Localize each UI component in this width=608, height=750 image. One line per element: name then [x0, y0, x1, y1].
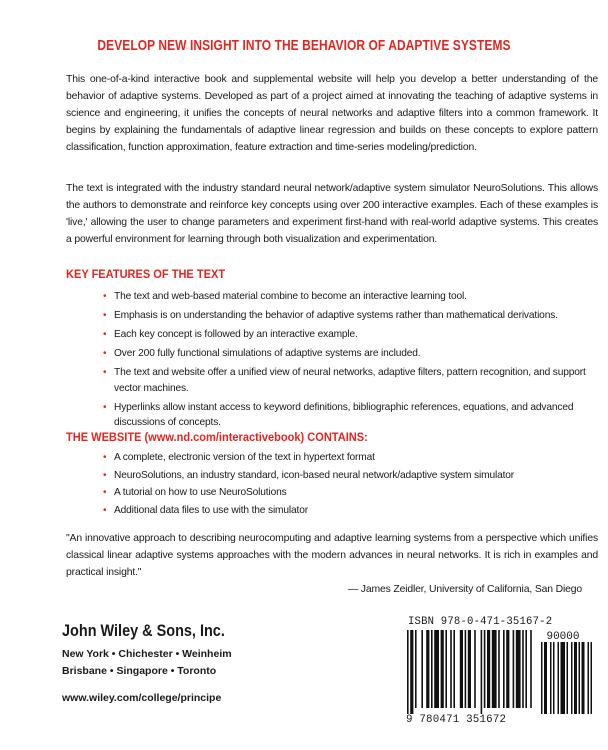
- bullet-icon: •: [103, 469, 107, 481]
- bullet-icon: •: [103, 452, 107, 463]
- list-item: [104, 327, 594, 343]
- barcode-bar: [426, 630, 429, 708]
- barcode-bar: [522, 630, 524, 708]
- barcode-bar: [525, 630, 527, 708]
- list-item: [104, 485, 594, 501]
- barcode-bar: [516, 630, 521, 708]
- feature-text: Each key concept is followed by an interactive example.: [114, 329, 358, 340]
- barcode-bar: [421, 630, 423, 708]
- barcode-bars: [407, 630, 532, 714]
- isbn-barcode: [405, 628, 595, 716]
- barcode-bar: [431, 630, 433, 708]
- addon-barcode-bar: [579, 642, 581, 714]
- barcode-bar: [460, 630, 463, 708]
- barcode-bar: [445, 630, 447, 708]
- barcode-bar: [474, 630, 476, 708]
- headline: DEVELOP NEW INSIGHT INTO THE BEHAVIOR OF ADAPTIVE SYSTEMS: [97, 38, 511, 54]
- bullet-icon: •: [103, 487, 107, 498]
- quote-attribution: — James Zeidler, University of California, San Diego: [347, 584, 582, 595]
- features-heading: KEY FEATURES OF THE TEXT: [66, 267, 226, 281]
- bullet-icon: •: [103, 310, 107, 321]
- addon-barcode-bar: [567, 642, 569, 714]
- list-item: [104, 346, 594, 362]
- bullet-icon: •: [103, 367, 107, 378]
- website-heading: THE WEBSITE (www.nd.com/interactivebook) CONTAINS:: [66, 430, 368, 444]
- bullet-icon: •: [103, 401, 107, 413]
- barcode-bar: [407, 630, 409, 714]
- barcode-bar: [434, 630, 439, 708]
- addon-digits: 90000: [546, 631, 580, 643]
- list-item: [104, 400, 594, 431]
- bullet-icon: •: [103, 329, 107, 340]
- website-item-text: Additional data files to use with the simulator: [114, 504, 308, 516]
- addon-barcode-bar: [571, 642, 573, 714]
- barcode-bar: [530, 630, 532, 708]
- barcode-bar: [484, 630, 486, 708]
- list-item: [104, 308, 594, 324]
- features-list: [104, 289, 594, 434]
- addon-barcode-bars: [541, 642, 592, 714]
- isbn-label: ISBN 978-0-471-35167-2: [408, 616, 553, 628]
- addon-barcode-bar: [550, 642, 552, 714]
- addon-barcode-bar: [544, 642, 547, 714]
- list-item: [104, 503, 594, 519]
- addon-barcode-bar: [561, 642, 566, 714]
- feature-text: Hyperlinks allow instant access to keyword definitions, bibliographic references, equations, and advanced discussions of concepts.: [114, 401, 574, 428]
- barcode-bar: [453, 630, 455, 708]
- testimonial-quote: "An innovative approach to describing neurocomputing and adaptive learning systems from a perspective which unifies classical linear adaptive systems approaches with the modern advances in neural networks. It is rich in examples and practical insight.": [66, 533, 598, 578]
- feature-text: Over 200 fully functional simulations of adaptive systems are included.: [114, 348, 421, 359]
- bullet-icon: •: [103, 291, 107, 302]
- publisher-url: www.wiley.com/college/principe: [62, 692, 222, 704]
- list-item: [104, 450, 594, 466]
- intro-paragraph: This one-of-a-kind interactive book and supplemental website will help you develop a better understanding of the behavior of adaptive systems. Developed as part of a project aimed at innovating the teaching of adaptive systems in science and engineering, it unifies the concepts of neural networks and adaptive filters into a common framework. It begins by explaining the fundamentals of adaptive linear regression and builds on these concepts to explore pattern classification, function approximation, feature extraction and time-series modeling/prediction.: [66, 74, 598, 153]
- website-item-text: NeuroSolutions, an industry standard, icon-based neural network/adaptive system simulator: [114, 469, 515, 481]
- addon-barcode-bar: [541, 642, 543, 714]
- feature-text: The text and website offer a unified view of neural networks, adaptive filters, pattern recognition, and support vector machines.: [114, 367, 586, 394]
- addon-barcode-bar: [588, 642, 590, 714]
- publisher-cities-line1: New York • Chichester • Weinheim: [62, 648, 232, 660]
- list-item: [104, 468, 594, 484]
- barcode-bar: [441, 630, 444, 708]
- barcode-bar: [415, 630, 417, 708]
- website-list: [104, 450, 594, 520]
- addon-barcode-bar: [558, 642, 560, 714]
- website-item-text: A tutorial on how to use NeuroSolutions: [114, 487, 287, 498]
- barcode-bar: [513, 630, 515, 708]
- publisher-name: John Wiley & Sons, Inc.: [62, 621, 225, 640]
- barcode-bar: [465, 630, 467, 708]
- feature-text: Emphasis is on understanding the behavior of adaptive systems rather than mathematical derivations.: [114, 310, 558, 321]
- bullet-icon: •: [103, 504, 107, 516]
- barcode-bar: [450, 630, 452, 708]
- addon-barcode-bar: [553, 642, 555, 714]
- barcode-bar: [410, 630, 413, 714]
- barcode-digits: 9 780471 351672: [406, 714, 507, 726]
- barcode-bar: [492, 630, 497, 708]
- list-item: [104, 365, 594, 396]
- barcode-bar: [468, 630, 471, 708]
- list-item: [104, 289, 594, 305]
- addon-barcode-bar: [591, 642, 593, 714]
- barcode-bar: [506, 630, 509, 708]
- website-item-text: A complete, electronic version of the text in hypertext format: [114, 452, 375, 463]
- addon-barcode-bar: [582, 642, 585, 714]
- addon-barcode-bar: [574, 642, 577, 714]
- barcode-bar: [503, 630, 505, 708]
- barcode-bar: [487, 630, 490, 708]
- bullet-icon: •: [103, 348, 107, 359]
- feature-text: The text and web-based material combine to become an interactive learning tool.: [114, 291, 467, 302]
- publisher-cities-line2: Brisbane • Singapore • Toronto: [62, 665, 217, 677]
- simulator-paragraph: The text is integrated with the industry standard neural network/adaptive system simulator NeuroSolutions. This allows the authors to demonstrate and reinforce key concepts using over 200 interactive examples. Each of these examples is 'live,' allowing the user to change parameters and experiment first-hand with real-world adaptive systems. This creates a powerful environment for learning through both visualization and experimentation.: [66, 183, 598, 245]
- barcode-bar: [498, 630, 500, 708]
- barcode-bar: [481, 630, 483, 714]
